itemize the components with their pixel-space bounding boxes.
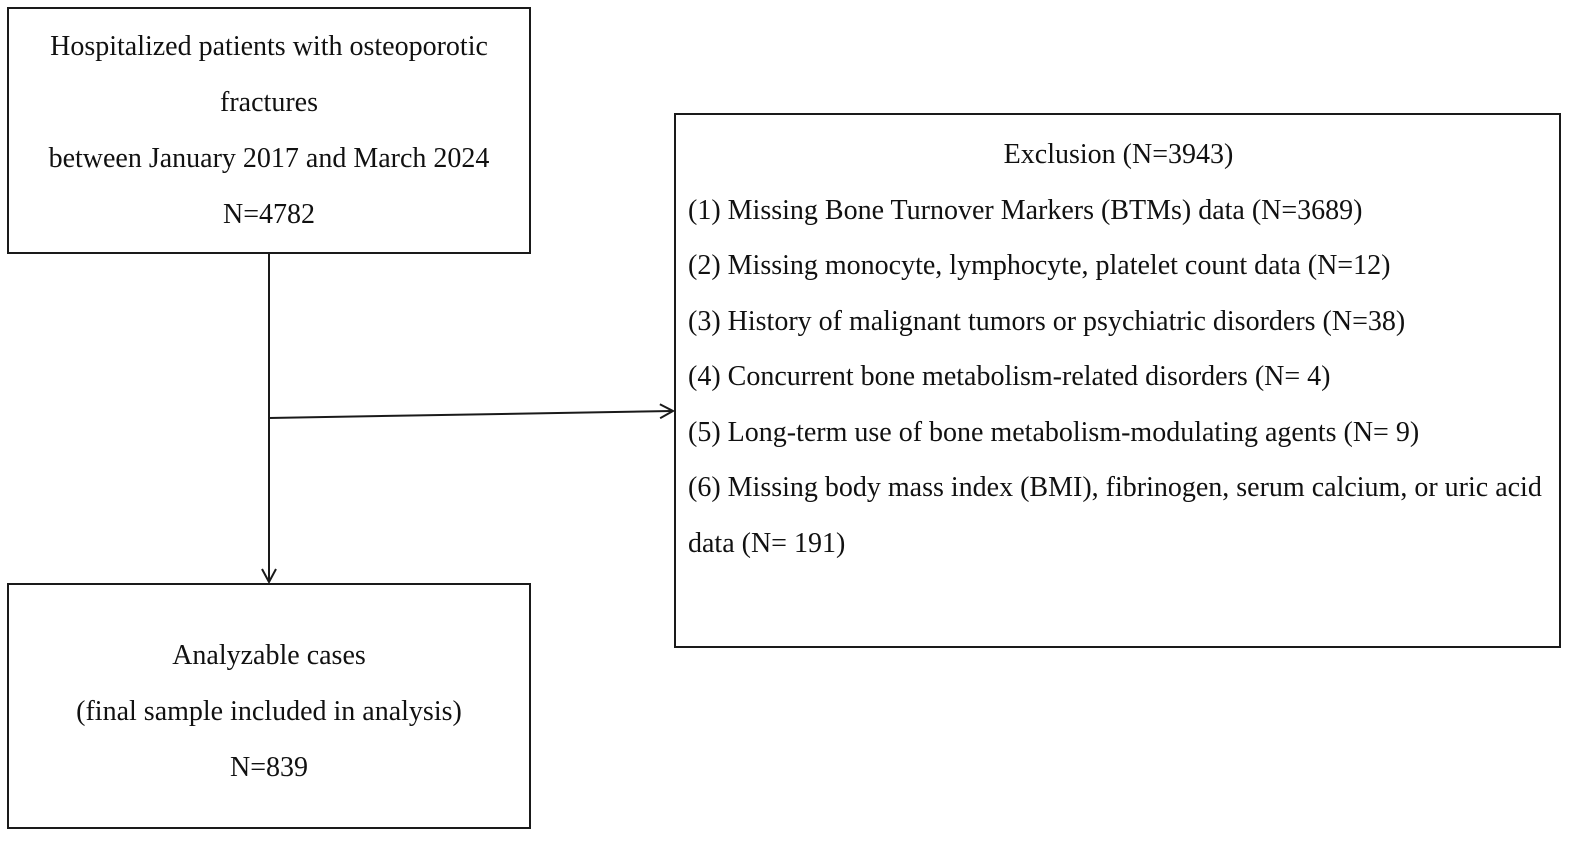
exclusion-item-1: (1) Missing Bone Turnover Markers (BTMs) data (N=3689) — [688, 194, 1363, 226]
final-sample-box — [7, 583, 531, 829]
initial-cohort-box — [7, 7, 531, 254]
exclusion-item-3: (3) History of malignant tumors or psychiatric disorders (N=38) — [688, 305, 1406, 337]
initial-cohort-line-3: between January 2017 and March 2024 — [48, 142, 490, 174]
initial-cohort-count: N=4782 — [222, 198, 315, 230]
exclusion-item-6: (6) Missing body mass index (BMI), fibrinogen, serum calcium, or uric acid data (N= 191) — [688, 472, 1542, 559]
initial-cohort-line-2: fractures — [220, 86, 318, 118]
exclusion-flow-arrow — [269, 411, 672, 418]
exclusion-box — [674, 113, 1561, 648]
exclusion-item-4: (4) Concurrent bone metabolism-related disorders (N= 4) — [688, 361, 1331, 392]
initial-cohort-line-1: Hospitalized patients with osteoporotic — [50, 30, 488, 62]
exclusion-heading: Exclusion (N=3943) — [1003, 139, 1234, 170]
final-sample-count: N=839 — [229, 752, 308, 783]
exclusion-item-2: (2) Missing monocyte, lymphocyte, platelet count data (N=12) — [688, 250, 1391, 281]
final-sample-line-2: (final sample included in analysis) — [76, 696, 462, 727]
exclusion-item-5: (5) Long-term use of bone metabolism-modulating agents (N= 9) — [688, 416, 1420, 448]
final-sample-line-1: Analyzable cases — [172, 640, 366, 671]
